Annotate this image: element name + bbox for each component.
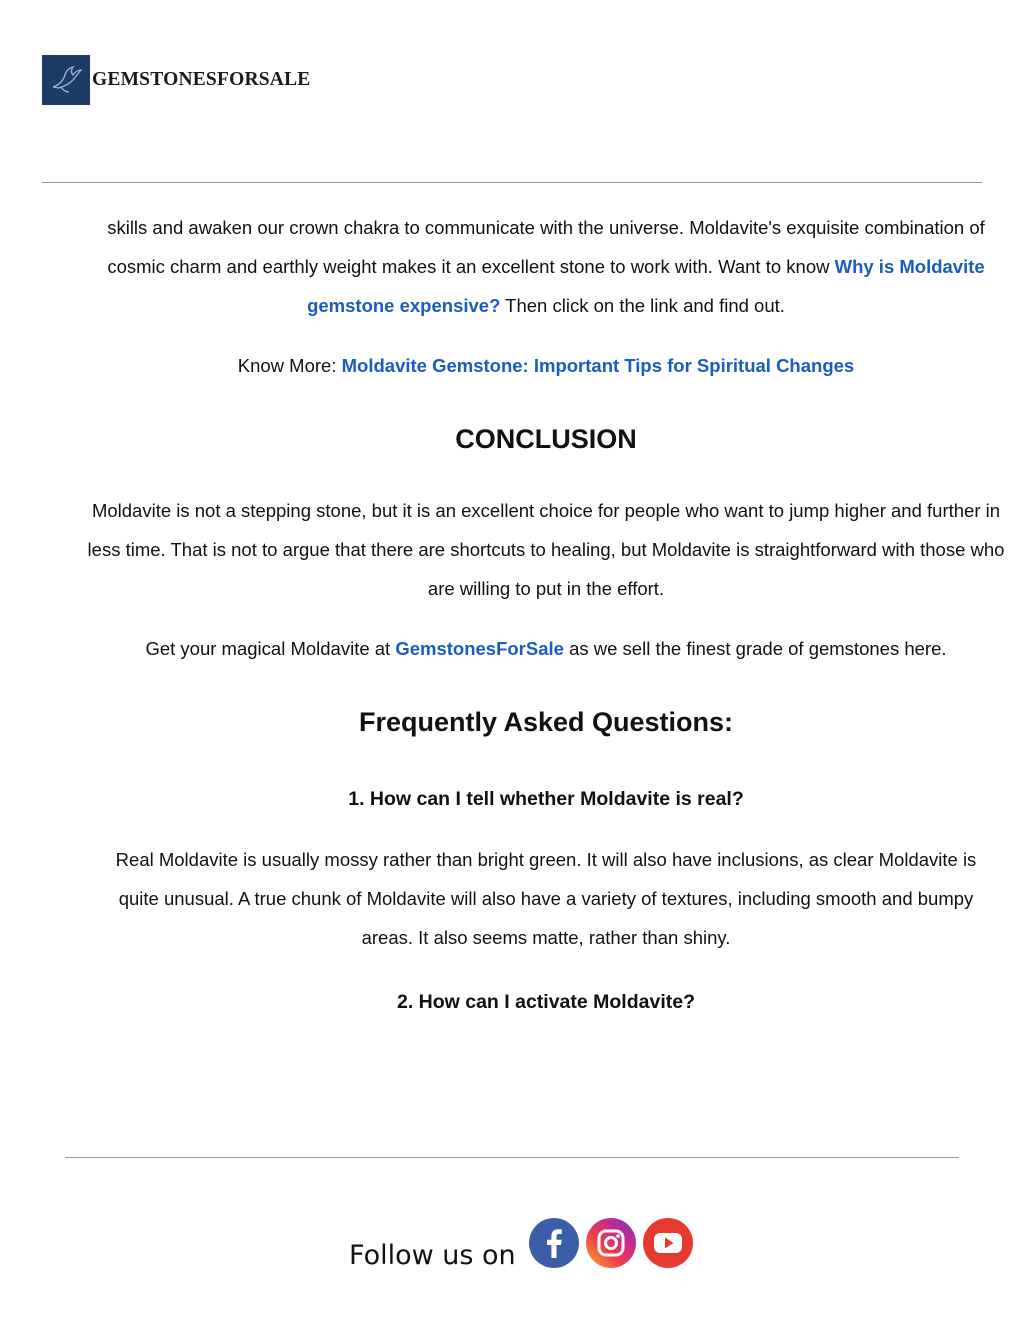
follow-us-label: Follow us on (349, 1240, 516, 1271)
footer-divider (65, 1157, 959, 1158)
instagram-icon[interactable] (586, 1218, 636, 1268)
intro-paragraph (95, 208, 997, 325)
know-more-line (95, 346, 997, 385)
brand-logo[interactable] (42, 55, 310, 105)
conclusion-heading: CONCLUSION (455, 424, 637, 454)
header-divider (42, 182, 982, 183)
youtube-icon[interactable] (643, 1218, 693, 1268)
faq-question: 1. How can I tell whether Moldavite is real? (348, 788, 744, 810)
know-more-link[interactable]: Moldavite Gemstone: Important Tips for Spiritual Changes (341, 355, 855, 376)
intro-text: skills and awaken our crown chakra to communicate with the universe. Moldavite's exquisite combination of cosmic charm and earthly weight makes it an excellent stone to work with. Want to know (107, 217, 985, 277)
intro-text-after: Then click on the link and find out. (500, 295, 785, 316)
brand-name: GEMSTONESFORSALE (92, 69, 311, 90)
faq-answer: Real Moldavite is usually mossy rather than bright green. It will also have inclusions, as clear Moldavite is quite unusual. A true chunk of Moldavite will also have a variety of textures, including smooth and bumpy areas. It also seems matte, rather than shiny. (115, 849, 977, 948)
know-more-label: Know More: (237, 355, 342, 376)
faq-heading: Frequently Asked Questions: (358, 707, 734, 737)
gemstonesforsale-link[interactable]: GemstonesForSale (395, 638, 564, 659)
dove-icon (42, 55, 90, 105)
cta-text: Get your magical Moldavite at (145, 638, 396, 659)
cta-text-after: as we sell the finest grade of gemstones here. (563, 638, 947, 659)
conclusion-paragraph: Moldavite is not a stepping stone, but it is an excellent choice for people who want to jump higher and further in less time. That is not to argue that there are shortcuts to healing, but Moldavite is straightforward with those who are willing to put in the effort. (87, 500, 1005, 599)
cta-line (95, 629, 997, 668)
facebook-icon[interactable] (529, 1218, 579, 1268)
expensive-moldavite-link[interactable]: Why is Moldavite gemstone expensive? (307, 256, 985, 316)
faq-question: 2. How can I activate Moldavite? (396, 991, 695, 1013)
